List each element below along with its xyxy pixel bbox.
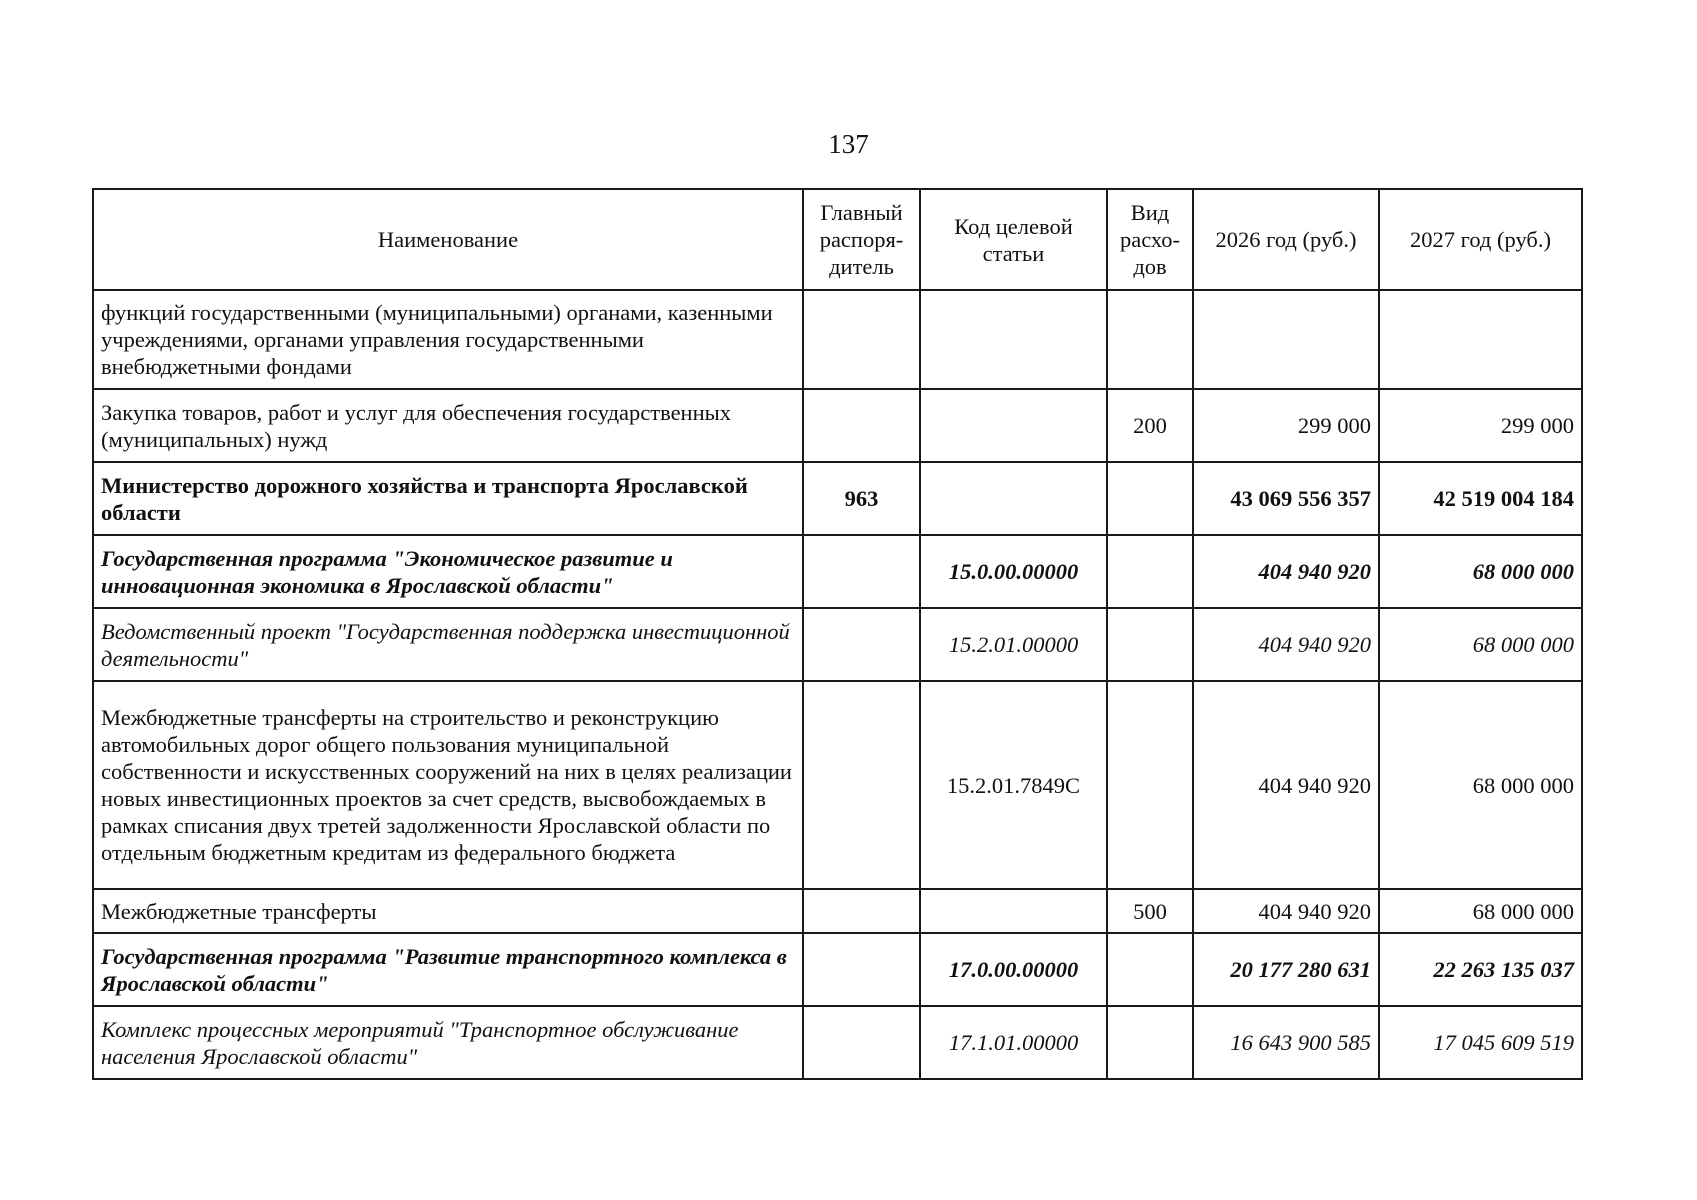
table-row: [93, 290, 1582, 389]
header-year-2026: 2026 год (руб.): [1193, 189, 1379, 290]
cell-manager: [803, 933, 920, 1006]
table-row: [93, 608, 1582, 681]
cell-code: 17.0.00.00000: [920, 933, 1107, 1006]
cell-code: [920, 290, 1107, 389]
cell-type: [1107, 608, 1193, 681]
cell-code: 15.2.01.7849С: [920, 681, 1107, 889]
cell-2026: 404 940 920: [1193, 535, 1379, 608]
header-type: Вид расхо-дов: [1107, 189, 1193, 290]
cell-name: Государственная программа "Развитие транспортного комплекса в Ярославской области": [93, 933, 803, 1006]
cell-2026: 20 177 280 631: [1193, 933, 1379, 1006]
cell-manager: [803, 535, 920, 608]
table-row: [93, 1006, 1582, 1079]
header-row: [93, 189, 1582, 290]
table-row: [93, 535, 1582, 608]
cell-2026: 404 940 920: [1193, 889, 1379, 933]
cell-manager: 963: [803, 462, 920, 535]
table-row: [93, 681, 1582, 889]
cell-2026: [1193, 290, 1379, 389]
cell-name: функций государственными (муниципальными) органами, казенными учреждениями, органами управления государственными внебюджетными фондами: [93, 290, 803, 389]
cell-2027: 17 045 609 519: [1379, 1006, 1582, 1079]
table-row: [93, 889, 1582, 933]
cell-name: Межбюджетные трансферты на строительство и реконструкцию автомобильных дорог общего пользования муниципальной собственности и искусственных сооружений на них в целях реализации новых инвестиционных проектов за счет средств, высвобождаемых в рамках списания двух третей задолженности Ярославской области по отдельным бюджетным кредитам из федерального бюджета: [93, 681, 803, 889]
cell-manager: [803, 889, 920, 933]
cell-type: [1107, 535, 1193, 608]
table-row: [93, 933, 1582, 1006]
cell-code: [920, 389, 1107, 462]
budget-table: [92, 188, 1583, 1080]
header-name: Наименование: [93, 189, 803, 290]
cell-2027: 68 000 000: [1379, 608, 1582, 681]
cell-manager: [803, 608, 920, 681]
cell-manager: [803, 681, 920, 889]
cell-2027: 68 000 000: [1379, 535, 1582, 608]
cell-2027: 299 000: [1379, 389, 1582, 462]
cell-code: [920, 889, 1107, 933]
cell-2026: 299 000: [1193, 389, 1379, 462]
header-code: Код целевой статьи: [920, 189, 1107, 290]
cell-2027: [1379, 290, 1582, 389]
cell-2027: 68 000 000: [1379, 889, 1582, 933]
header-year-2027: 2027 год (руб.): [1379, 189, 1582, 290]
cell-2026: 404 940 920: [1193, 681, 1379, 889]
cell-name: Межбюджетные трансферты: [93, 889, 803, 933]
table-row: [93, 462, 1582, 535]
cell-2027: 42 519 004 184: [1379, 462, 1582, 535]
cell-2026: 43 069 556 357: [1193, 462, 1379, 535]
cell-2026: 16 643 900 585: [1193, 1006, 1379, 1079]
cell-type: [1107, 681, 1193, 889]
cell-name: Закупка товаров, работ и услуг для обеспечения государственных (муниципальных) нужд: [93, 389, 803, 462]
cell-type: 500: [1107, 889, 1193, 933]
cell-type: [1107, 290, 1193, 389]
cell-name: Комплекс процессных мероприятий "Транспортное обслуживание населения Ярославской области": [93, 1006, 803, 1079]
cell-code: 15.2.01.00000: [920, 608, 1107, 681]
cell-type: [1107, 1006, 1193, 1079]
cell-code: 17.1.01.00000: [920, 1006, 1107, 1079]
cell-type: 200: [1107, 389, 1193, 462]
cell-type: [1107, 933, 1193, 1006]
table-row: [93, 389, 1582, 462]
cell-code: 15.0.00.00000: [920, 535, 1107, 608]
page-number: 137: [828, 129, 869, 159]
cell-name: Министерство дорожного хозяйства и транспорта Ярославской области: [93, 462, 803, 535]
cell-manager: [803, 389, 920, 462]
cell-code: [920, 462, 1107, 535]
cell-name: Государственная программа "Экономическое развитие и инновационная экономика в Ярославской области": [93, 535, 803, 608]
cell-type: [1107, 462, 1193, 535]
cell-manager: [803, 290, 920, 389]
cell-manager: [803, 1006, 920, 1079]
cell-2027: 68 000 000: [1379, 681, 1582, 889]
cell-2027: 22 263 135 037: [1379, 933, 1582, 1006]
header-manager: Главный распоря-дитель: [803, 189, 920, 290]
cell-name: Ведомственный проект "Государственная поддержка инвестиционной деятельности": [93, 608, 803, 681]
cell-2026: 404 940 920: [1193, 608, 1379, 681]
